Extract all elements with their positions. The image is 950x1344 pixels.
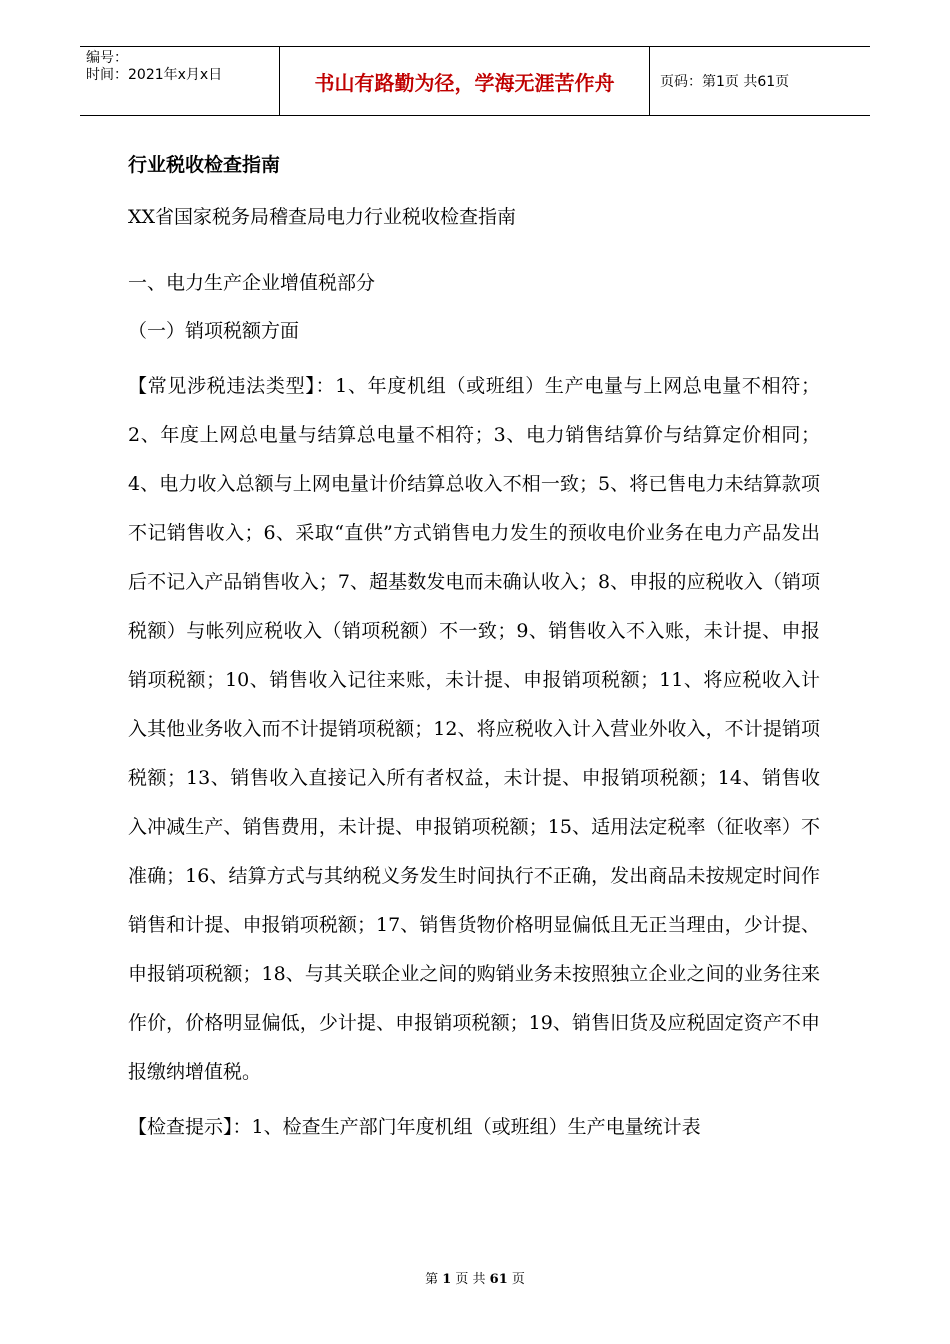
header-meta — [80, 47, 280, 115]
header-page-info: 页码：第1页 共61页 — [660, 74, 790, 90]
footer-total-pages: 61 — [489, 1272, 508, 1287]
page-header — [80, 46, 870, 116]
inspection-tips-paragraph: 【检查提示】：1、检查生产部门年度机组（或班组）生产电量统计表 — [128, 1116, 701, 1138]
document-body — [128, 148, 820, 1152]
document-subtitle: XX省国家税务局稽查局电力行业税收检查指南 — [128, 206, 517, 228]
subsection-heading: （一）销项税额方面 — [128, 320, 300, 342]
section-heading: 一、电力生产企业增值税部分 — [128, 272, 376, 294]
violation-types-paragraph: 【常见涉税违法类型】：1、年度机组（或班组）生产电量与上网总电量不相符；2、年度上网总电量与结算总电量不相符；3、电力销售结算价与结算定价相同；4、电力收入总额与上网电量计价结算总收入不相一致；5、将已售电力未结算款项不记销售收入；6、采取“直供”方式销售电力发生的预收电价业务在电力产品发出后不记入产品销售收入；7、超基数发电而未确认收入；8、申报的应税收入（销项税额）与帐列应税收入（销项税额）不一致；9、销售收入不入账，未计提、申报销项税额；10、销售收入记往来账，未计提、申报销项税额；11、将应税收入计入其他业务收入而不计提销项税额；12、将应税收入计入营业外收入，不计提销项税额；13、销售收入直接记入所有者权益，未计提、申报销项税额；14、销售收入冲减生产、销售费用，未计提、申报销项税额；15、适用法定税率（征收率）不准确；16、结算方式与其纳税义务发生时间执行不正确，发出商品未按规定时间作销售和计提、申报销项税额；17、销售货物价格明显偏低且无正当理由，少计提、申报销项税额；18、与其关联企业之间的购销业务未按照独立企业之间的业务往来作价，价格明显偏低，少计提、申报销项税额；19、销售旧货及应税固定资产不申报缴纳增值税。 — [128, 375, 820, 1083]
header-motto: 书山有路勤为径，学海无涯苦作舟 — [280, 47, 650, 115]
footer-middle: 页 共 — [451, 1272, 490, 1287]
document-title: 行业税收检查指南 — [128, 154, 281, 176]
document-number-label: 编号： — [86, 50, 128, 66]
page-footer — [0, 1268, 950, 1287]
document-time-label: 时间：2021年x月x日 — [86, 67, 223, 83]
footer-suffix: 页 — [507, 1272, 525, 1287]
footer-prefix: 第 — [425, 1272, 443, 1287]
footer-page-number: 1 — [442, 1272, 452, 1287]
